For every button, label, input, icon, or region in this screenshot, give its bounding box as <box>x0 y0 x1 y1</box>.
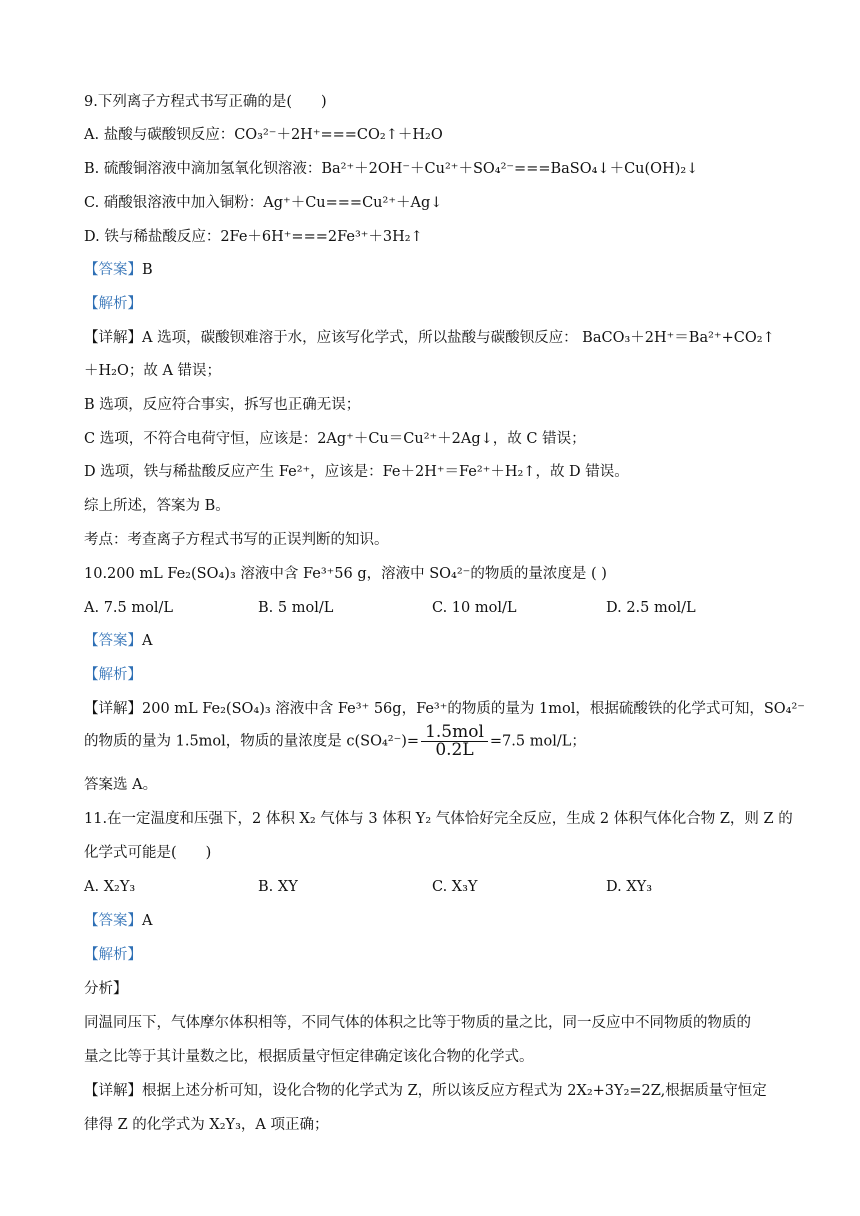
question-10-option-d: D. 2.5 mol/L <box>606 600 696 616</box>
question-9-stem: 9.下列离子方程式书写正确的是( ) <box>84 94 327 110</box>
question-9-analysis-tag: 【解析】 <box>84 296 142 312</box>
question-11-option-b: B. XY <box>258 879 298 895</box>
question-10-stem: 10.200 mL Fe₂(SO₄)₃ 溶液中含 Fe³⁺56 g，溶液中 SO₄²⁻的物质的量浓度是 ( ) <box>84 566 607 582</box>
question-11-detail-2: 律得 Z 的化学式为 X₂Y₃，A 项正确； <box>84 1117 329 1133</box>
answer-value: B <box>142 262 153 278</box>
question-9-option-a: A. 盐酸与碳酸钡反应：CO₃²⁻＋2H⁺===CO₂↑＋H₂O <box>84 127 443 143</box>
question-9-detail-3: B 选项，反应符合事实，拆写也正确无误； <box>84 397 361 413</box>
question-11-options <box>84 877 780 897</box>
question-9-kaodian: 考点：考查离子方程式书写的正误判断的知识。 <box>84 532 389 548</box>
question-9-detail-4: C 选项，不符合电荷守恒，应该是：2Ag⁺＋Cu＝Cu²⁺＋2Ag↓，故 C 错误； <box>84 431 586 447</box>
question-9-answer <box>84 260 780 280</box>
question-11-detail-1: 【详解】根据上述分析可知，设化合物的化学式为 Z，所以该反应方程式为 2X₂+3Y₂=2Z,根据质量守恒定 <box>84 1083 767 1099</box>
question-10-detail-1: 【详解】200 mL Fe₂(SO₄)₃ 溶液中含 Fe³⁺ 56g，Fe³⁺的物质的量为 1mol，根据硫酸铁的化学式可知，SO₄²⁻ <box>84 701 805 717</box>
question-10-option-b: B. 5 mol/L <box>258 600 334 616</box>
answer-value: A <box>142 913 153 929</box>
answer-tag: 【答案】 <box>84 262 142 278</box>
question-9-option-c: C. 硝酸银溶液中加入铜粉：Ag⁺＋Cu===Cu²⁺＋Ag↓ <box>84 195 443 211</box>
question-11-stem-1: 11.在一定温度和压强下，2 体积 X₂ 气体与 3 体积 Y₂ 气体恰好完全反应，生成 2 体积气体化合物 Z，则 Z 的 <box>84 811 793 827</box>
question-10-answer <box>84 631 780 651</box>
question-11-fenxi-1: 同温同压下，气体摩尔体积相等，不同气体的体积之比等于物质的量之比，同一反应中不同物质的物质的 <box>84 1015 751 1031</box>
question-10-option-a: A. 7.5 mol/L <box>84 600 173 616</box>
question-11-option-c: C. X₃Y <box>432 879 478 895</box>
question-10-options <box>84 598 780 618</box>
question-9-detail-1: 【详解】A 选项，碳酸钡难溶于水，应该写化学式，所以盐酸与碳酸钡反应： BaCO₃＋2H⁺＝Ba²⁺+CO₂↑ <box>84 330 775 346</box>
question-10-choose: 答案选 A。 <box>84 777 158 793</box>
question-10-detail-2 <box>84 724 780 759</box>
question-11-fenxi-tag: 分析】 <box>84 981 128 997</box>
answer-value: A <box>142 633 153 649</box>
question-11-option-a: A. X₂Y₃ <box>84 879 136 895</box>
question-11-fenxi-2: 量之比等于其计量数之比，根据质量守恒定律确定该化合物的化学式。 <box>84 1049 534 1065</box>
detail-2-pre: 的物质的量为 1.5mol，物质的量浓度是 c(SO₄²⁻)= <box>84 733 420 750</box>
fraction-denominator: 0.2L <box>435 740 474 760</box>
detail-2-post: =7.5 mol/L； <box>489 733 586 750</box>
question-11-stem-2: 化学式可能是( ) <box>84 845 212 861</box>
question-9-detail-5: D 选项，铁与稀盐酸反应产生 Fe²⁺，应该是：Fe＋2H⁺＝Fe²⁺＋H₂↑，故 D 错误。 <box>84 464 629 480</box>
question-10-analysis-tag: 【解析】 <box>84 667 142 683</box>
answer-tag: 【答案】 <box>84 913 142 929</box>
question-9-summary: 综上所述，答案为 B。 <box>84 498 230 514</box>
answer-tag: 【答案】 <box>84 633 142 649</box>
question-9-option-d: D. 铁与稀盐酸反应：2Fe＋6H⁺===2Fe³⁺＋3H₂↑ <box>84 229 423 245</box>
question-11-answer <box>84 911 780 931</box>
question-11-option-d: D. XY₃ <box>606 879 653 895</box>
question-9-option-b: B. 硫酸铜溶液中滴加氢氧化钡溶液：Ba²⁺＋2OH⁻＋Cu²⁺＋SO₄²⁻===BaSO₄↓＋Cu(OH)₂↓ <box>84 161 699 177</box>
fraction-numerator: 1.5mol <box>421 724 488 742</box>
question-11-analysis-tag: 【解析】 <box>84 947 142 963</box>
question-9-detail-2: ＋H₂O；故 A 错误； <box>84 363 222 379</box>
concentration-fraction <box>421 724 488 759</box>
question-10-option-c: C. 10 mol/L <box>432 600 517 616</box>
